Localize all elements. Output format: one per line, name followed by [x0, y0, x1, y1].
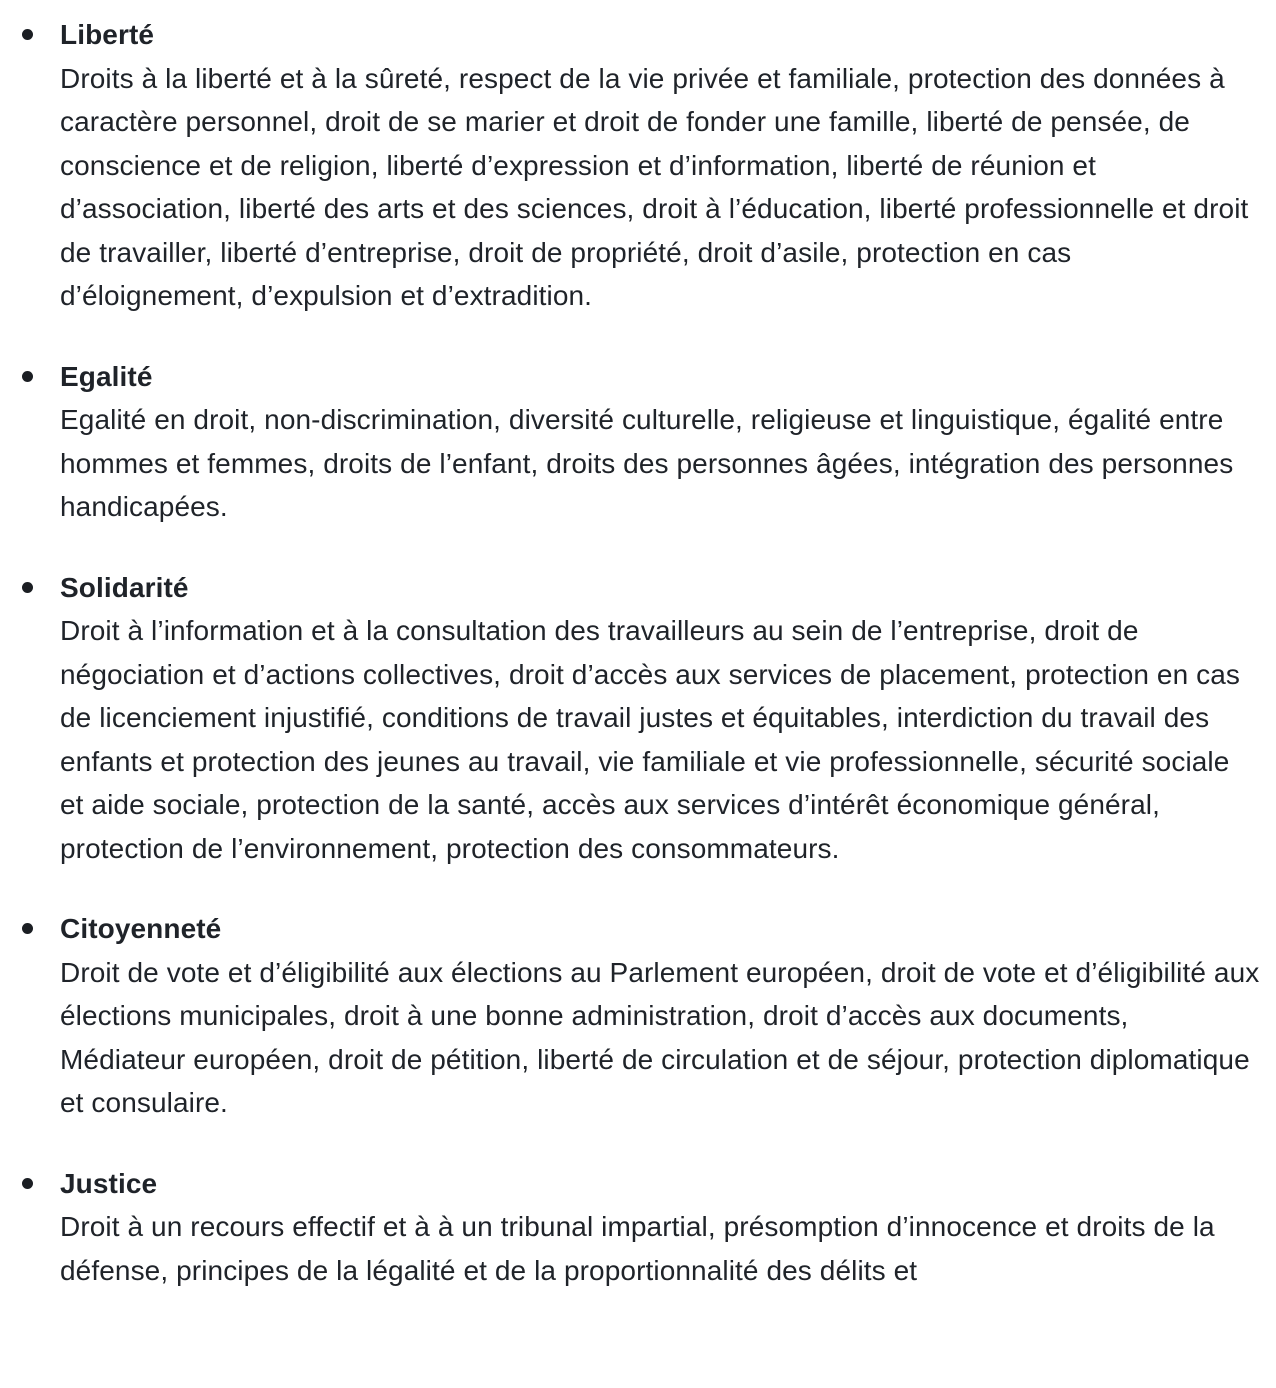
section-content — [60, 1162, 1260, 1293]
section-title: Justice — [60, 1167, 158, 1199]
bullet-icon — [22, 371, 33, 382]
bullet-icon — [22, 1178, 33, 1189]
bullet-icon — [22, 923, 33, 934]
section-content — [60, 907, 1260, 1125]
bullet-icon — [22, 29, 33, 40]
list-item — [22, 1162, 1260, 1293]
section-content — [60, 355, 1260, 529]
section-body: Egalité en droit, non-discrimination, diversité culturelle, religieuse et linguistique, égalité entre hommes et femmes, droits de l’enfant, droits des personnes âgées, intégration des personnes handicapées. — [60, 404, 1234, 522]
section-body: Droit à l’information et à la consultation des travailleurs au sein de l’entreprise, droit de négociation et d’actions collectives, droit d’accès aux services de placement, protection en cas de licenciement injustifié, conditions de travail justes et équitables, interdiction du travail des enfants et protection des jeunes au travail, vie familiale et vie professionnelle, sécurité sociale et aide sociale, protection de la santé, accès aux services d’intérêt économique général, protection de l’environnement, protection des consommateurs. — [60, 615, 1241, 864]
bullet-icon — [22, 582, 33, 593]
section-title: Solidarité — [60, 571, 189, 603]
section-body: Droit à un recours effectif et à à un tribunal impartial, présomption d’innocence et droits de la défense, principes de la légalité et de la proportionnalité des délits et — [60, 1211, 1215, 1286]
section-title: Liberté — [60, 19, 155, 50]
list-item — [22, 907, 1260, 1125]
section-title: Egalité — [60, 360, 153, 392]
section-body: Droits à la liberté et à la sûreté, respect de la vie privée et familiale, protection des données à caractère personnel, droit de se marier et droit de fonder une famille, liberté de pensée, de conscience et de religion, liberté d’expression et d’information, liberté de réunion et d’association, liberté des arts et des sciences, droit à l’éducation, liberté professionnelle et droit de travailler, liberté d’entreprise, droit de propriété, droit d’asile, protection en cas d’éloignement, d’expulsion et d’extradition. — [60, 62, 1249, 311]
list-item — [22, 13, 1260, 318]
list-item — [22, 566, 1260, 871]
list-item — [22, 355, 1260, 529]
section-title: Citoyenneté — [60, 913, 222, 944]
section-body: Droit de vote et d’éligibilité aux élections au Parlement européen, droit de vote et d’éligibilité aux élections municipales, droit à une bonne administration, droit d’accès aux documents, Médiateur européen, droit de pétition, liberté de circulation et de séjour, protection diplomatique et consulaire. — [60, 956, 1260, 1118]
section-content — [60, 13, 1260, 318]
section-content — [60, 566, 1260, 871]
